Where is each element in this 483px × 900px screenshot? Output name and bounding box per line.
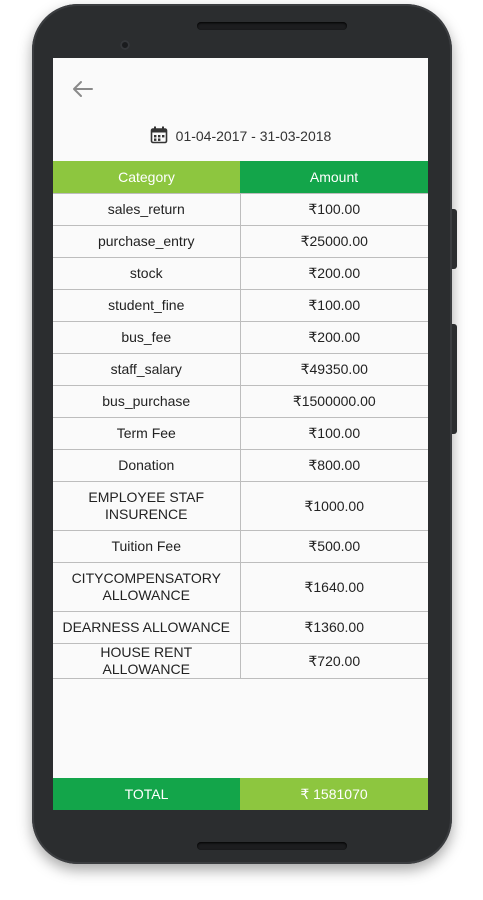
table-row[interactable]: [53, 258, 428, 290]
amount-cell: ₹100.00: [240, 290, 428, 322]
amount-cell: ₹800.00: [240, 450, 428, 482]
calendar-icon: [150, 126, 168, 147]
category-cell: EMPLOYEE STAF INSURENCE: [53, 482, 240, 531]
table-row[interactable]: [53, 322, 428, 354]
table-row[interactable]: [53, 563, 428, 612]
amount-cell: ₹100.00: [240, 418, 428, 450]
total-value: ₹ 1581070: [240, 778, 428, 810]
category-cell: staff_salary: [53, 354, 240, 386]
app-screen: [53, 58, 428, 810]
table-row[interactable]: [53, 531, 428, 563]
category-cell: Term Fee: [53, 418, 240, 450]
category-cell: HOUSE RENT ALLOWANCE: [53, 644, 240, 679]
category-cell: bus_purchase: [53, 386, 240, 418]
category-cell: CITYCOMPENSATORY ALLOWANCE: [53, 563, 240, 612]
amount-cell: ₹200.00: [240, 322, 428, 354]
table-row[interactable]: [53, 194, 428, 226]
total-label: TOTAL: [53, 778, 240, 810]
expense-table: [53, 161, 428, 679]
power-button: [452, 209, 457, 269]
column-header-category: Category: [53, 161, 240, 194]
category-cell: Donation: [53, 450, 240, 482]
amount-cell: ₹200.00: [240, 258, 428, 290]
table-row[interactable]: [53, 612, 428, 644]
volume-button: [452, 324, 457, 434]
table-row[interactable]: [53, 386, 428, 418]
top-speaker: [197, 22, 347, 30]
table-row[interactable]: [53, 450, 428, 482]
table-row[interactable]: [53, 226, 428, 258]
amount-cell: ₹49350.00: [240, 354, 428, 386]
table-row[interactable]: [53, 290, 428, 322]
amount-cell: ₹500.00: [240, 531, 428, 563]
amount-cell: ₹1500000.00: [240, 386, 428, 418]
amount-cell: ₹1360.00: [240, 612, 428, 644]
category-cell: Tuition Fee: [53, 531, 240, 563]
table-row[interactable]: [53, 482, 428, 531]
back-arrow-icon[interactable]: [71, 78, 95, 100]
amount-cell: ₹720.00: [240, 644, 428, 679]
category-cell: stock: [53, 258, 240, 290]
category-cell: DEARNESS ALLOWANCE: [53, 612, 240, 644]
table-row[interactable]: [53, 354, 428, 386]
total-bar: [53, 778, 428, 810]
table-header-row: [53, 161, 428, 194]
category-cell: purchase_entry: [53, 226, 240, 258]
front-camera: [120, 40, 130, 50]
amount-cell: ₹1000.00: [240, 482, 428, 531]
date-range-selector[interactable]: [53, 122, 428, 150]
category-cell: student_fine: [53, 290, 240, 322]
table-row[interactable]: [53, 644, 428, 679]
amount-cell: ₹25000.00: [240, 226, 428, 258]
date-range-text: 01-04-2017 - 31-03-2018: [175, 128, 332, 144]
category-cell: sales_return: [53, 194, 240, 226]
bottom-speaker: [197, 842, 347, 850]
category-cell: bus_fee: [53, 322, 240, 354]
amount-cell: ₹1640.00: [240, 563, 428, 612]
amount-cell: ₹100.00: [240, 194, 428, 226]
column-header-amount: Amount: [240, 161, 428, 194]
table-row[interactable]: [53, 418, 428, 450]
